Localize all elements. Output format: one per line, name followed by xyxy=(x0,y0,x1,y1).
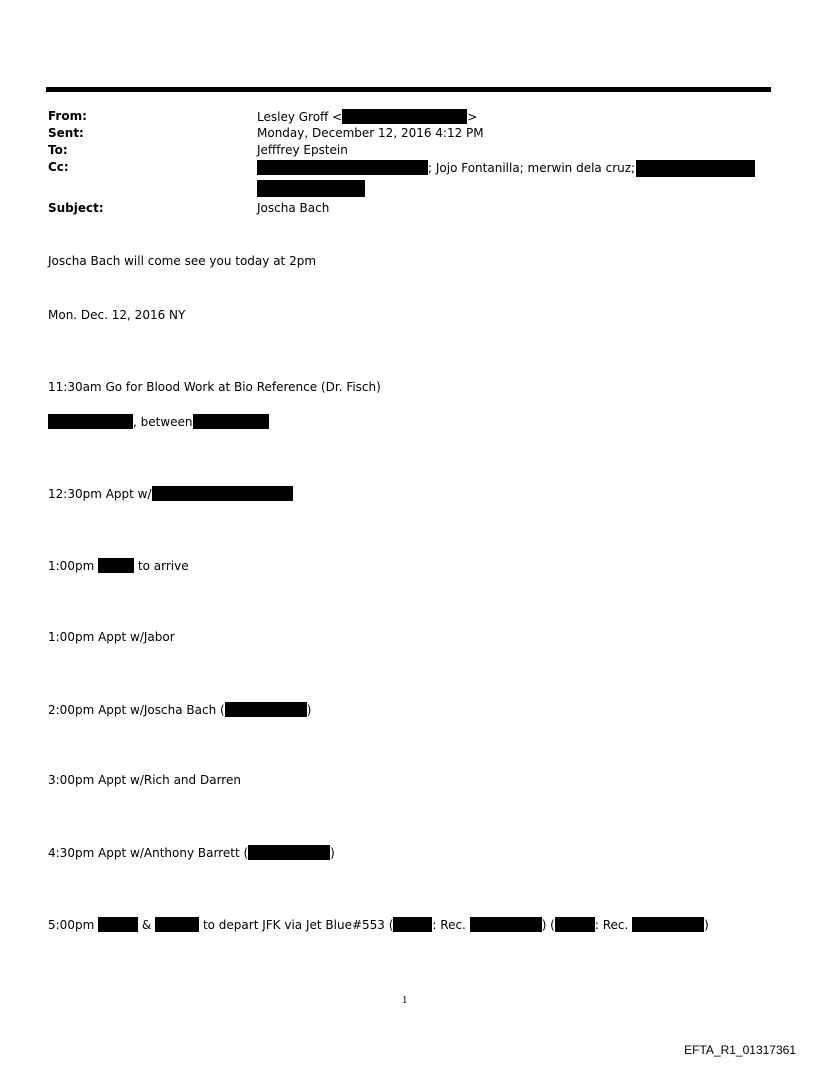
item-text: 2:00pm Appt w/Joscha Bach ( xyxy=(48,703,225,717)
redaction-block xyxy=(555,917,595,932)
item-text-close: ) xyxy=(330,846,335,860)
schedule-item-2 xyxy=(48,486,293,502)
item-text: to arrive xyxy=(137,559,189,573)
address-text: , between xyxy=(133,415,193,429)
schedule-item-5 xyxy=(48,702,311,718)
redaction-block xyxy=(632,917,704,932)
from-value xyxy=(257,109,477,124)
subject-value: Joscha Bach xyxy=(257,201,330,215)
redaction-block xyxy=(248,845,330,860)
date-line: Mon. Dec. 12, 2016 NY xyxy=(48,308,186,322)
redaction-block xyxy=(152,486,293,501)
redaction-block xyxy=(342,109,467,124)
item-time: 1:00pm xyxy=(48,559,95,573)
redaction-block xyxy=(636,160,755,177)
page-number: 1 xyxy=(402,996,408,1006)
redaction-block xyxy=(257,160,428,175)
schedule-item-1: 11:30am Go for Blood Work at Bio Reference (Dr. Fisch) xyxy=(48,380,381,394)
sent-label: Sent: xyxy=(48,126,84,140)
item-text: to depart JFK via Jet Blue#553 ( xyxy=(202,918,394,932)
cc-names: ; Jojo Fontanilla; merwin dela cruz; xyxy=(428,161,636,175)
redaction-block xyxy=(257,180,365,197)
paren-text: ) ( xyxy=(541,918,555,932)
close-paren: ) xyxy=(704,918,709,932)
rec-label: : Rec. xyxy=(432,918,466,932)
to-label: To: xyxy=(48,143,68,157)
item-text-close: ) xyxy=(306,703,312,717)
header-rule xyxy=(46,87,771,92)
redaction-block xyxy=(193,414,269,429)
ampersand: & xyxy=(141,918,152,932)
redaction-block xyxy=(98,558,134,573)
subject-label: Subject: xyxy=(48,201,104,215)
schedule-item-address xyxy=(48,414,269,430)
to-value: Jefffrey Epstein xyxy=(257,143,348,157)
schedule-item-6: 3:00pm Appt w/Rich and Darren xyxy=(48,773,241,787)
from-close: > xyxy=(467,110,478,124)
item-time: 5:00pm xyxy=(48,918,95,932)
redaction-block xyxy=(393,917,432,932)
item-text: 12:30pm Appt w/ xyxy=(48,487,152,501)
redaction-block xyxy=(48,414,133,429)
redaction-block xyxy=(470,917,542,932)
document-id: EFTA_R1_01317361 xyxy=(684,1043,796,1057)
schedule-item-8 xyxy=(48,917,709,933)
redaction-block xyxy=(225,702,307,717)
rec-label: : Rec. xyxy=(594,918,629,932)
from-name: Lesley Groff < xyxy=(257,110,343,124)
schedule-item-4: 1:00pm Appt w/Jabor xyxy=(48,630,175,644)
redaction-block xyxy=(155,917,199,932)
cc-value xyxy=(257,160,635,175)
intro-text: Joscha Bach will come see you today at 2pm xyxy=(48,254,317,268)
cc-label: Cc: xyxy=(48,160,69,174)
item-text: 4:30pm Appt w/Anthony Barrett ( xyxy=(48,846,249,860)
redaction-block xyxy=(98,917,138,932)
sent-value: Monday, December 12, 2016 4:12 PM xyxy=(257,126,484,140)
schedule-item-3 xyxy=(48,558,189,574)
schedule-item-7 xyxy=(48,845,335,861)
from-label: From: xyxy=(48,109,87,123)
